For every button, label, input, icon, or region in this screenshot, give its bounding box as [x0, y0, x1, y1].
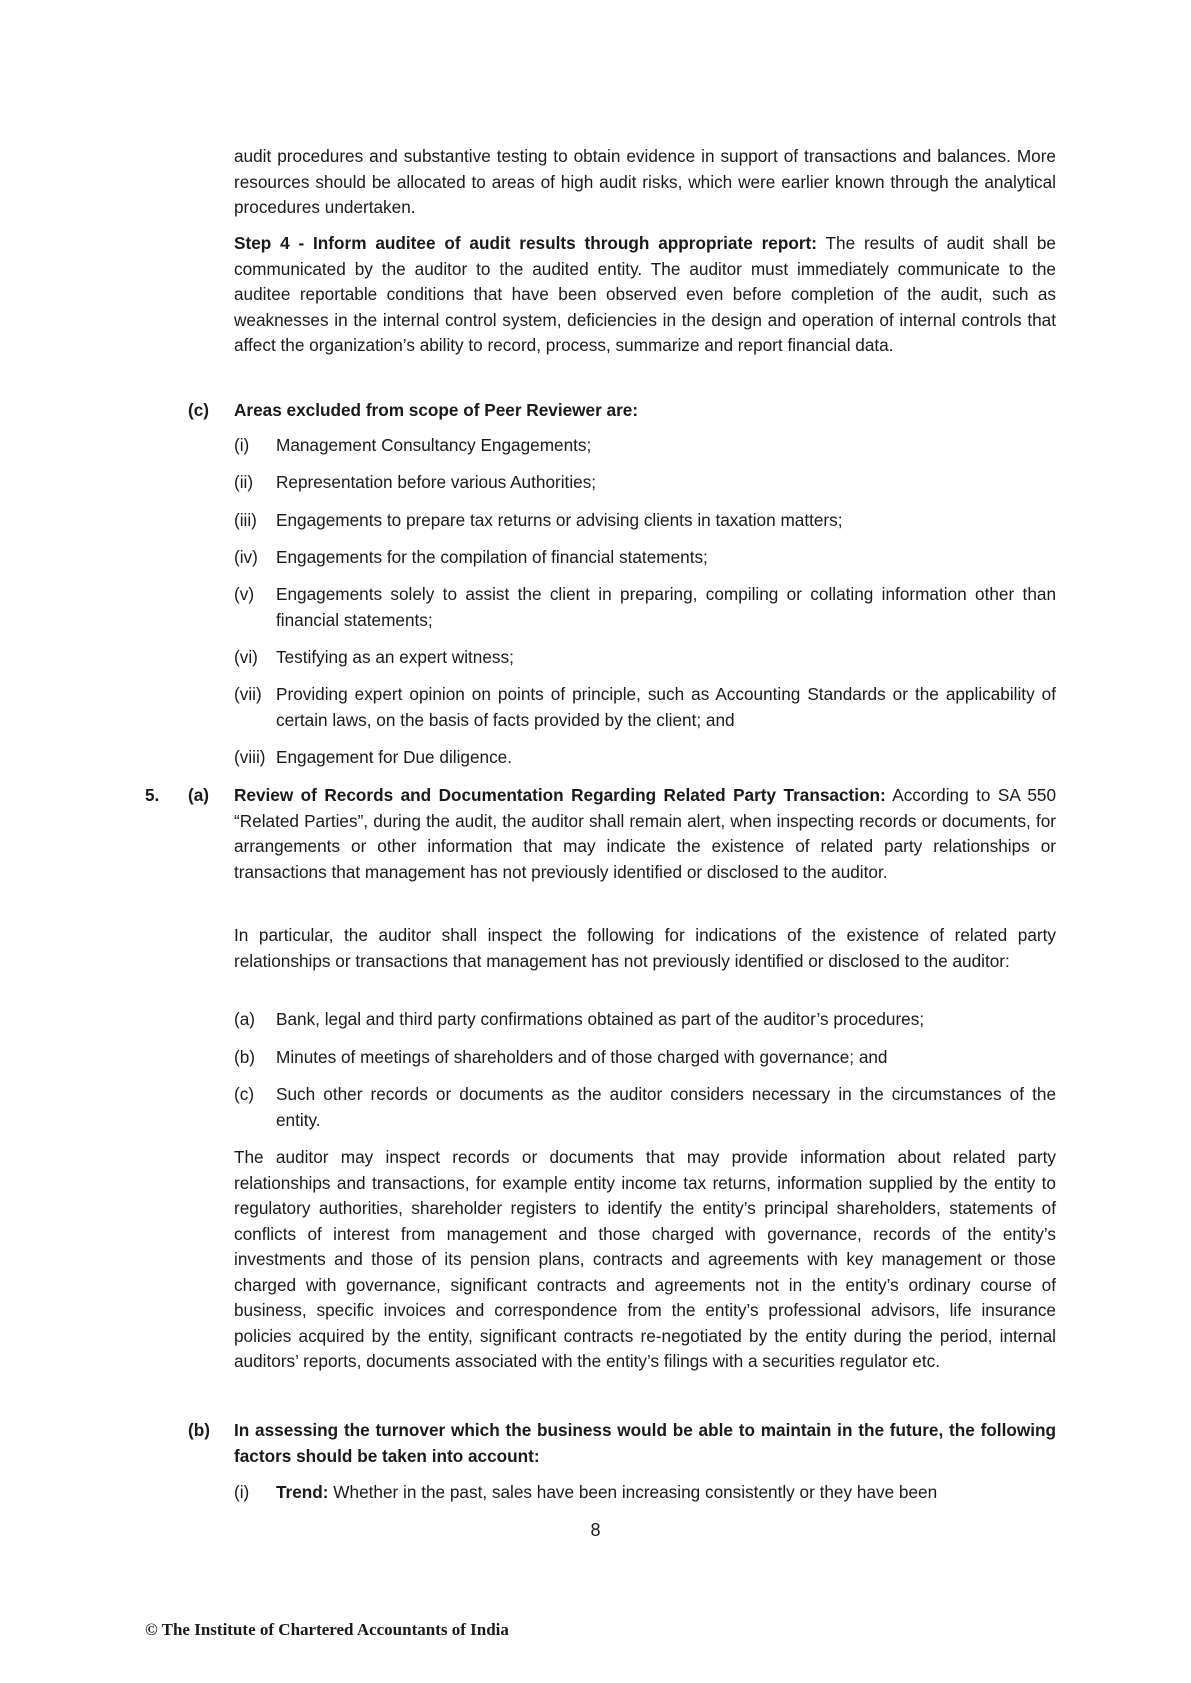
list-item-number: (a) [234, 1009, 256, 1029]
list-item: Providing expert opinion on points of principle, such as Accounting Standards or the applicability of certain laws, on the basis of facts provided by the client; and [276, 684, 1056, 730]
question-number: 5. [145, 785, 160, 805]
question-5a-paragraph [234, 783, 1056, 885]
section-c-heading: Areas excluded from scope of Peer Reviewer are: [234, 400, 639, 420]
intro-paragraph: audit procedures and substantive testing to obtain evidence in support of transactions and balances. More resources should be allocated to areas of high audit risks, which were earlier known through the analytical procedures undertaken. [234, 146, 1056, 217]
list-item-number: (iv) [234, 547, 258, 567]
list-item: Engagements for the compilation of financial statements; [276, 547, 708, 567]
question-5b-heading: In assessing the turnover which the business would be able to maintain in the future, the following factors should be taken into account: [234, 1420, 1056, 1466]
list-item: Management Consultancy Engagements; [276, 435, 592, 455]
copyright-footer: © The Institute of Chartered Accountants of India [145, 1620, 509, 1639]
page-number: 8 [590, 1520, 601, 1540]
question-5a-paragraph-3: The auditor may inspect records or documents that may provide information about related party relationships and transactions, for example entity income tax returns, information supplied by the entity to regulatory authorities, shareholder registers to identify the entity’s principal shareholders, statements of conflicts of interest from management and those charged with governance, records of the entity’s investments and those of its pension plans, contracts and agreements with key management or those charged with governance, significant contracts and agreements not in the entity’s ordinary course of business, specific invoices and correspondence from the entity’s professional advisors, life insurance policies acquired by the entity, significant contracts re-negotiated by the entity during the period, internal auditors’ reports, documents associated with the entity’s filings with a securities regulator etc. [234, 1147, 1056, 1371]
trend-heading: Trend: [276, 1482, 329, 1502]
list-item-number: (vi) [234, 647, 258, 667]
step4-text: The results of audit shall be communicated by the auditor to the audited entity. The auditor must immediately communicate to the auditee reportable conditions that have been observed even before completion of the audit, such as weaknesses in the internal control system, deficiencies in the design and operation of internal controls that affect the organization’s ability to record, process, summarize and report financial data. [234, 233, 1056, 355]
step4-heading: Step 4 - Inform auditee of audit results through appropriate report: [234, 233, 817, 253]
list-item-number: (i) [234, 1482, 250, 1502]
list-item: Such other records or documents as the auditor considers necessary in the circumstances of the entity. [276, 1084, 1056, 1130]
list-item-number: (c) [234, 1084, 255, 1104]
trend-text: Whether in the past, sales have been increasing consistently or they have been [328, 1482, 938, 1502]
list-item: Engagements solely to assist the client in preparing, compiling or collating information other than financial statements; [276, 584, 1056, 630]
question-5a-label: (a) [188, 785, 210, 805]
list-item-number: (iii) [234, 510, 257, 530]
list-item-number: (vii) [234, 684, 262, 704]
step4-paragraph [234, 231, 1056, 359]
question-5a-text: According to SA 550 “Related Parties”, during the audit, the auditor shall remain alert, when inspecting records or documents, for arrangements or other information that may indicate the existence of related party relationships or transactions that management has not previously identified or disclosed to the auditor. [234, 785, 1056, 882]
list-item-number: (v) [234, 584, 255, 604]
list-item: Minutes of meetings of shareholders and of those charged with governance; and [276, 1047, 888, 1067]
section-c-label: (c) [188, 400, 210, 420]
question-5a-paragraph-2: In particular, the auditor shall inspect the following for indications of the existence of related party relationships or transactions that management has not previously identified or disclosed to the auditor: [234, 925, 1056, 971]
list-item: Engagement for Due diligence. [276, 747, 513, 767]
list-item: Engagements to prepare tax returns or advising clients in taxation matters; [276, 510, 843, 530]
list-item-number: (viii) [234, 747, 266, 767]
list-item-number: (i) [234, 435, 250, 455]
list-item: Representation before various Authorities; [276, 472, 597, 492]
list-item-number: (b) [234, 1047, 256, 1067]
list-item [276, 1480, 1056, 1506]
list-item-number: (ii) [234, 472, 254, 492]
list-item: Bank, legal and third party confirmations obtained as part of the auditor’s procedures; [276, 1009, 925, 1029]
question-5a-heading: Review of Records and Documentation Regarding Related Party Transaction: [234, 785, 886, 805]
list-item: Testifying as an expert witness; [276, 647, 514, 667]
question-5b-label: (b) [188, 1420, 210, 1440]
